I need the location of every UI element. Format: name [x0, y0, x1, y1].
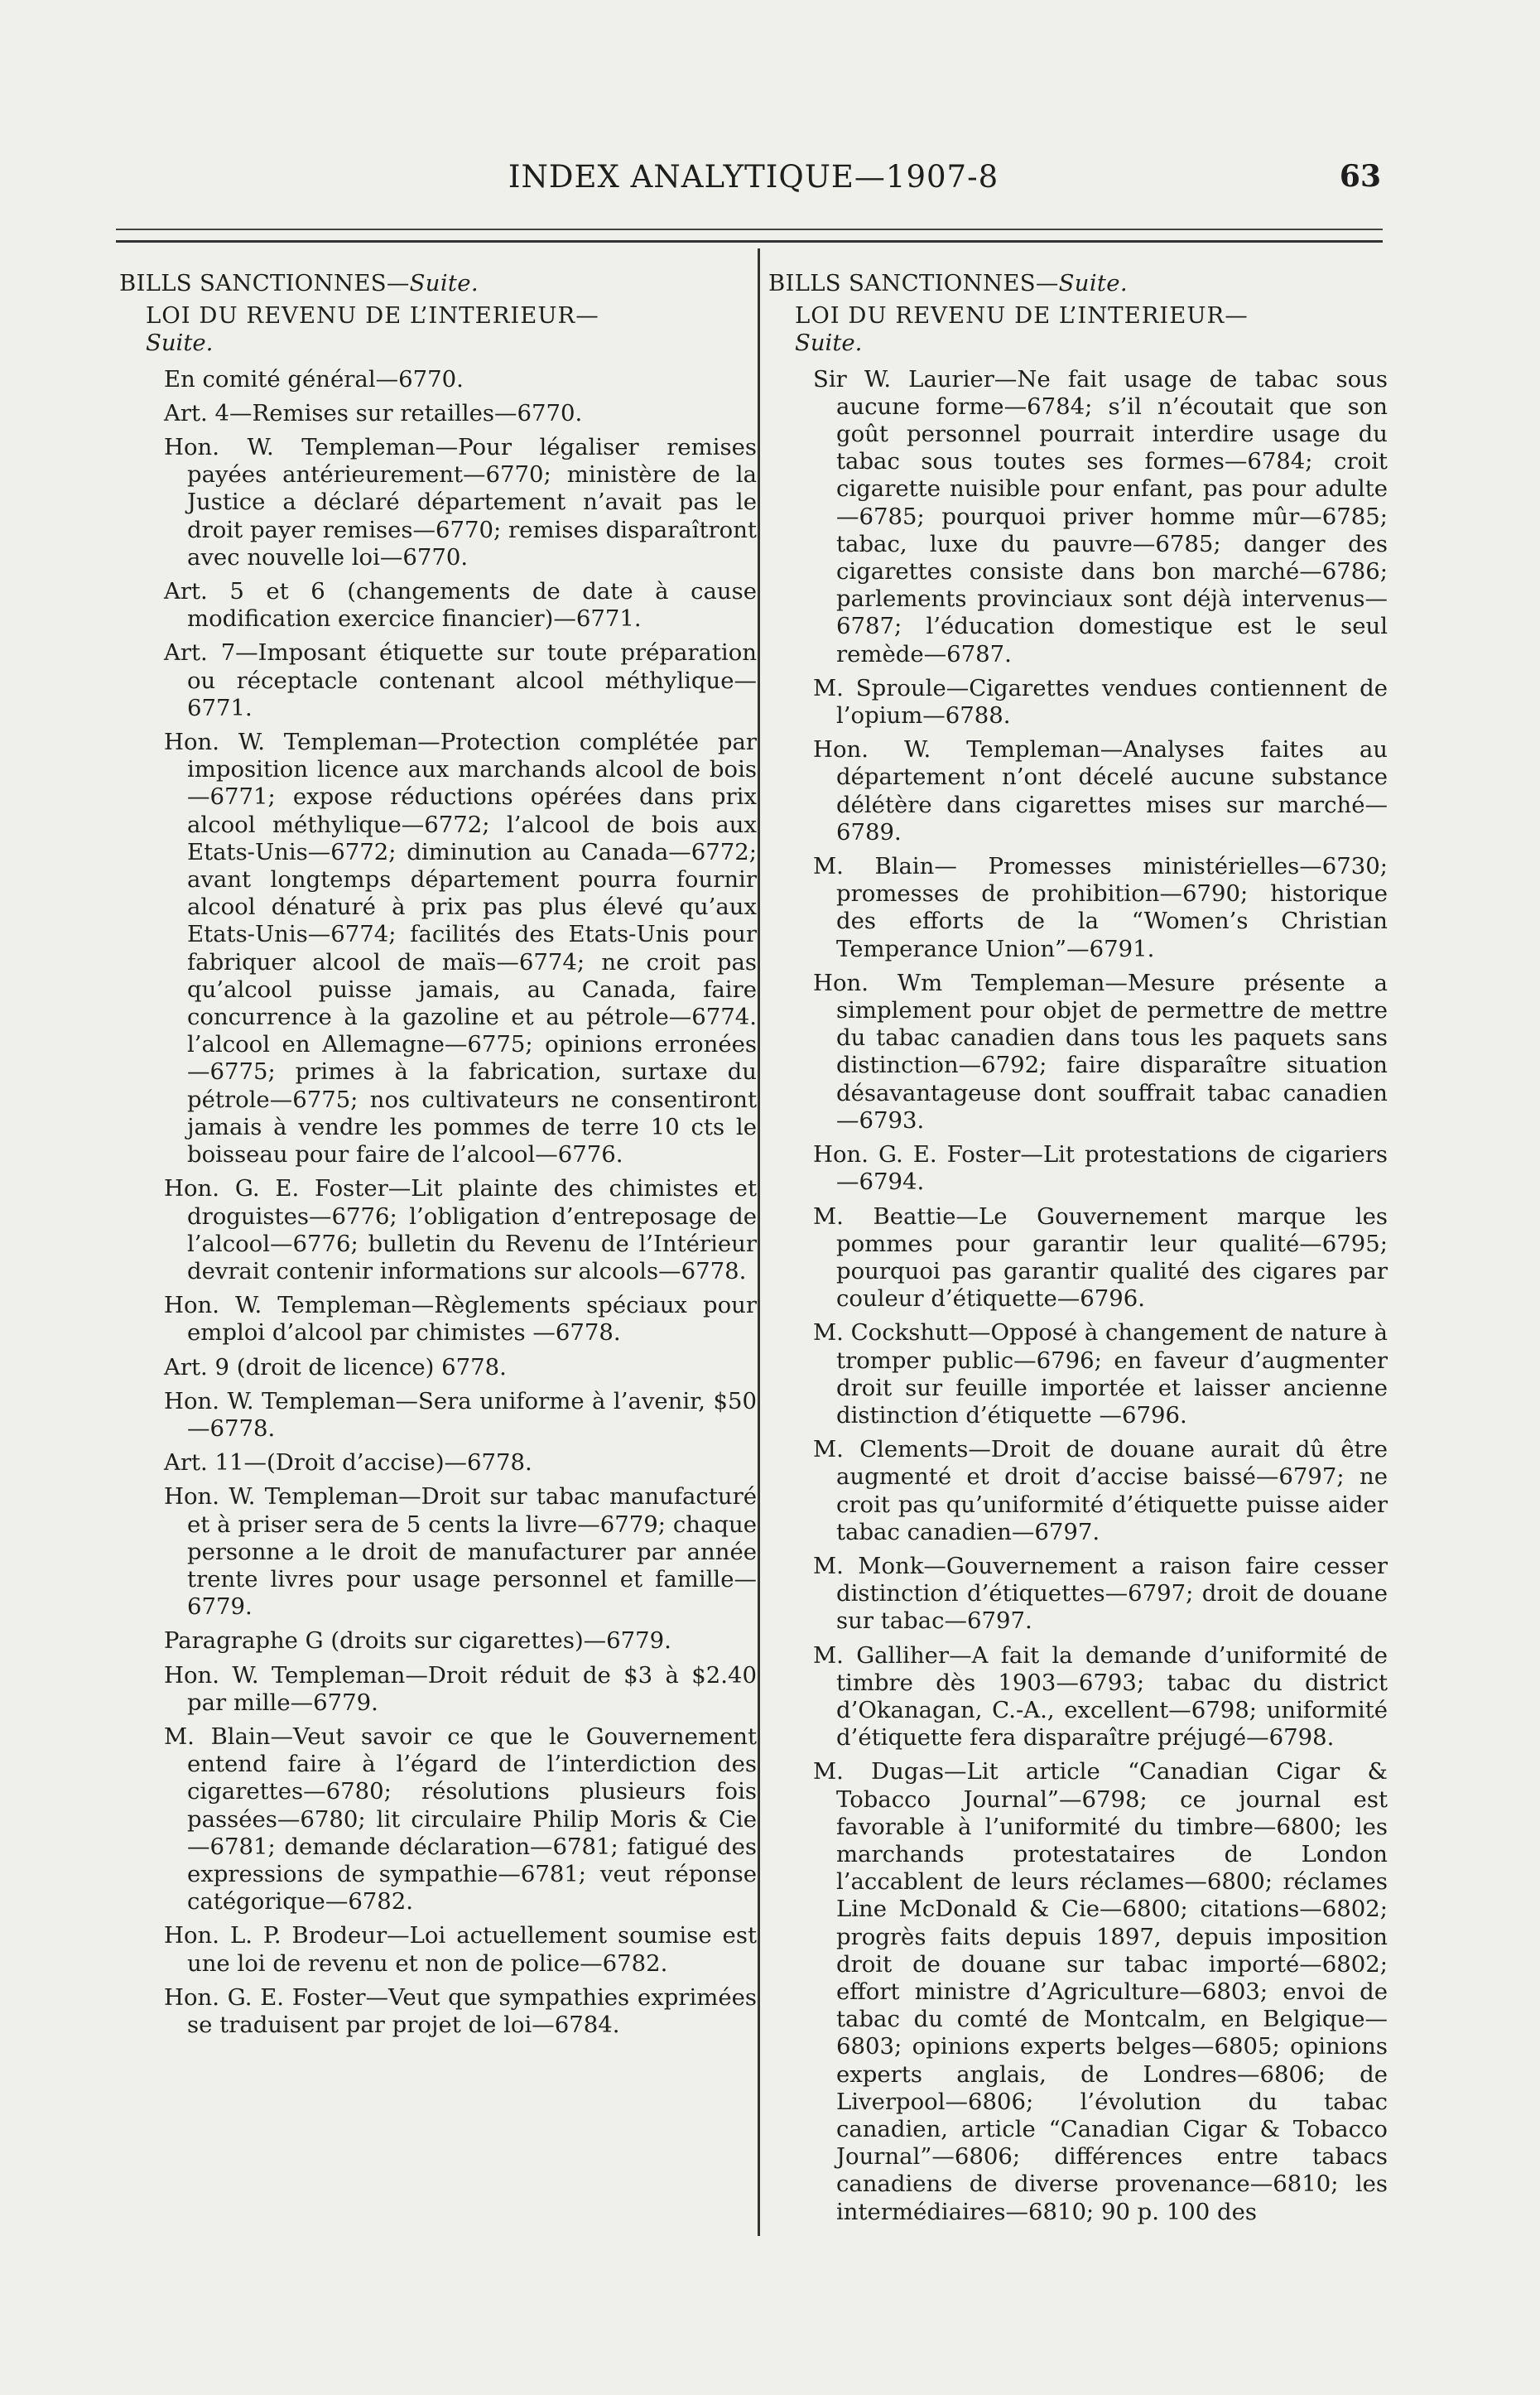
section-heading-text: BILLS SANCTIONNES—: [768, 270, 1059, 296]
index-entry: Art. 11—(Droit d’accise)—6778.: [164, 1449, 532, 1477]
header-rule-thin: [116, 229, 1383, 230]
subheading-suite: Suite.: [146, 330, 214, 357]
index-entry: M. Sproule—Cigarettes vendues contiennent de l’opium—6788.: [813, 674, 1388, 730]
index-entry: Hon. W. Templeman—Droit réduit de $3 à $2.40 par mille—6779.: [164, 1661, 757, 1716]
index-entry: M. Beattie—Le Gouvernement marque les pommes pour garantir leur qualité—6795; pourquoi pas garantir qualité des cigares par couleur d’étiquette—6796.: [813, 1202, 1388, 1313]
index-entry: M. Blain— Promesses ministérielles—6730; promesses de prohibition—6790; historique des efforts de la “Women’s Christian Temperance Union”—6791.: [813, 853, 1388, 962]
subheading: [146, 302, 757, 357]
index-entry: Hon. G. E. Foster—Lit protestations de cigariers—6794.: [813, 1141, 1388, 1196]
index-entry: Hon. W. Templeman—Règlements spéciaux pour emploi d’alcool par chimistes —6778.: [164, 1292, 757, 1347]
index-entry: Hon. W. Templeman—Sera uniforme à l’avenir, $50—6778.: [164, 1387, 757, 1442]
index-entry: Hon. G. E. Foster—Veut que sympathies exprimées se traduisent par projet de loi—6784.: [164, 1983, 757, 2038]
index-entry: Art. 9 (droit de licence) 6778.: [164, 1353, 507, 1381]
page-header: [116, 159, 1391, 200]
section-heading-text: BILLS SANCTIONNES—: [119, 270, 410, 296]
index-entry: M. Galliher—A fait la demande d’uniformité de timbre dès 1903—6793; tabac du district d’Okanagan, C.-A., excellent—6798; uniformité d’étiquette fera disparaître préjugé—6798.: [813, 1641, 1388, 1752]
page-title: INDEX ANALYTIQUE—1907-8: [508, 159, 999, 195]
entry-list: [119, 366, 757, 2040]
entry-list: [768, 366, 1388, 2226]
section-heading: [768, 270, 1388, 297]
column-divider: [758, 248, 760, 2236]
index-entry: Sir W. Laurier—Ne fait usage de tabac sous aucune forme—6784; s’il n’écoutait que son goût personnel pourrait interdire usage du tabac sous toutes ses formes—6784; croit cigarette nuisible pour enfant, pas pour adulte—6785; pourquoi priver homme mûr—6785; tabac, luxe du pauvre—6785; danger des cigarettes consiste dans bon marché—6786; parlements provinciaux sont déjà intervenus—6787; l’éducation domestique est le seul remède—6787.: [813, 365, 1388, 667]
index-entry: M. Clements—Droit de douane aurait dû être augmenté et droit d’accise baissé—6797; ne croit pas qu’uniformité d’étiquette puisse aider tabac canadien—6797.: [813, 1436, 1388, 1545]
index-entry: Hon. W. Templeman—Pour légaliser remises payées antérieurement—6770; ministère de la Justice a déclaré département n’avait pas le droit payer remises—6770; remises disparaîtront avec nouvelle loi—6770.: [164, 434, 757, 571]
section-heading: [119, 270, 757, 297]
index-entry: Art. 5 et 6 (changements de date à cause modification exercice financier)—6771.: [164, 578, 757, 633]
index-entry: M. Dugas—Lit article “Canadian Cigar & Tobacco Journal”—6798; ce journal est favorable à l’uniformité du timbre—6800; les marchands protestataires de London l’accablent de leurs réclames—6800; réclames Line McDonald & Cie—6800; citations—6802; progrès faits depuis 1897, depuis imposition droit de douane sur tabac importé—6802; effort ministre d’Agriculture—6803; envoi de tabac du comté de Montcalm, en Belgique—6803; opinions experts belges—6805; opinions experts anglais, de Londres—6806; de Liverpool—6806; l’évolution du tabac canadien, article “Canadian Cigar & Tobacco Journal”—6806; différences entre tabacs canadiens de diverse provenance—6810; les intermédiaires—6810; 90 p. 100 des: [813, 1758, 1388, 2225]
left-column: [119, 270, 757, 2046]
index-entry: Art. 4—Remises sur retailles—6770.: [164, 399, 583, 426]
index-entry: Hon. Wm Templeman—Mesure présente a simplement pour objet de permettre de mettre du tabac canadien dans tous les paquets sans distinction—6792; faire disparaître situation désavantageuse dont souffrait tabac canadien—6793.: [813, 969, 1388, 1134]
index-entry: M. Monk—Gouvernement a raison faire cesser distinction d’étiquettes—6797; droit de douane sur tabac—6797.: [813, 1552, 1388, 1635]
subheading-text: LOI DU REVENU DE L’INTERIEUR—: [795, 302, 1249, 330]
subheading-suite: Suite.: [795, 330, 863, 357]
subheading: [795, 302, 1388, 357]
index-entry: Hon. W. Templeman—Droit sur tabac manufacturé et à priser sera de 5 cents la livre—6779; chaque personne a le droit de manufacturer par année trente livres pour usage personnel et famille—6779.: [164, 1483, 757, 1621]
index-entry: En comité général—6770.: [164, 365, 464, 393]
section-suite: Suite.: [409, 270, 479, 296]
index-entry: Paragraphe G (droits sur cigarettes)—6779.: [164, 1627, 671, 1655]
index-entry: Hon. W. Templeman—Analyses faites au département n’ont décelé aucune substance délétère dans cigarettes mises sur marché—6789.: [813, 736, 1388, 846]
header-rule-thick: [116, 240, 1383, 243]
right-column: [768, 270, 1388, 2233]
index-entry: M. Cockshutt—Opposé à changement de nature à tromper public—6796; en faveur d’augmenter droit sur feuille importée et laisser ancienne distinction d’étiquette —6796.: [813, 1319, 1388, 1429]
index-entry: Hon. L. P. Brodeur—Loi actuellement soumise est une loi de revenu et non de police—6782.: [164, 1922, 757, 1977]
index-entry: M. Blain—Veut savoir ce que le Gouvernement entend faire à l’égard de l’interdiction des cigarettes—6780; résolutions plusieurs fois passées—6780; lit circulaire Philip Moris & Cie—6781; demande déclaration—6781; fatigué des expressions de sympathie—6781; veut réponse catégorique—6782.: [164, 1723, 757, 1916]
section-suite: Suite.: [1058, 270, 1128, 296]
index-entry: Hon. W. Templeman—Protection complétée par imposition licence aux marchands alcool de bois—6771; expose réductions opérées dans prix alcool méthylique—6772; l’alcool de bois aux Etats-Unis—6772; diminution au Canada—6772; avant longtemps département pourra fournir alcool dénaturé à prix pas plus élevé qu’aux Etats-Unis—6774; facilités des Etats-Unis pour fabriquer alcool de maïs—6774; ne croit pas qu’alcool puisse jamais, au Canada, faire concurrence à la gazoline et au pétrole—6774. l’alcool en Allemagne—6775; opinions erronées—6775; primes à la fabrication, surtaxe du pétrole—6775; nos cultivateurs ne consentiront jamais à vendre les pommes de terre 10 cts le boisseau pour faire de l’alcool—6776.: [164, 729, 757, 1169]
subheading-text: LOI DU REVENU DE L’INTERIEUR—: [146, 302, 599, 330]
index-entry: Hon. G. E. Foster—Lit plainte des chimistes et droguistes—6776; l’obligation d’entreposage de l’alcool—6776; bulletin du Revenu de l’Intérieur devrait contenir informations sur alcools—6778.: [164, 1175, 757, 1284]
page-number: 63: [1339, 159, 1381, 194]
index-entry: Art. 7—Imposant étiquette sur toute préparation ou réceptacle contenant alcool méthylique—6771.: [164, 639, 757, 721]
